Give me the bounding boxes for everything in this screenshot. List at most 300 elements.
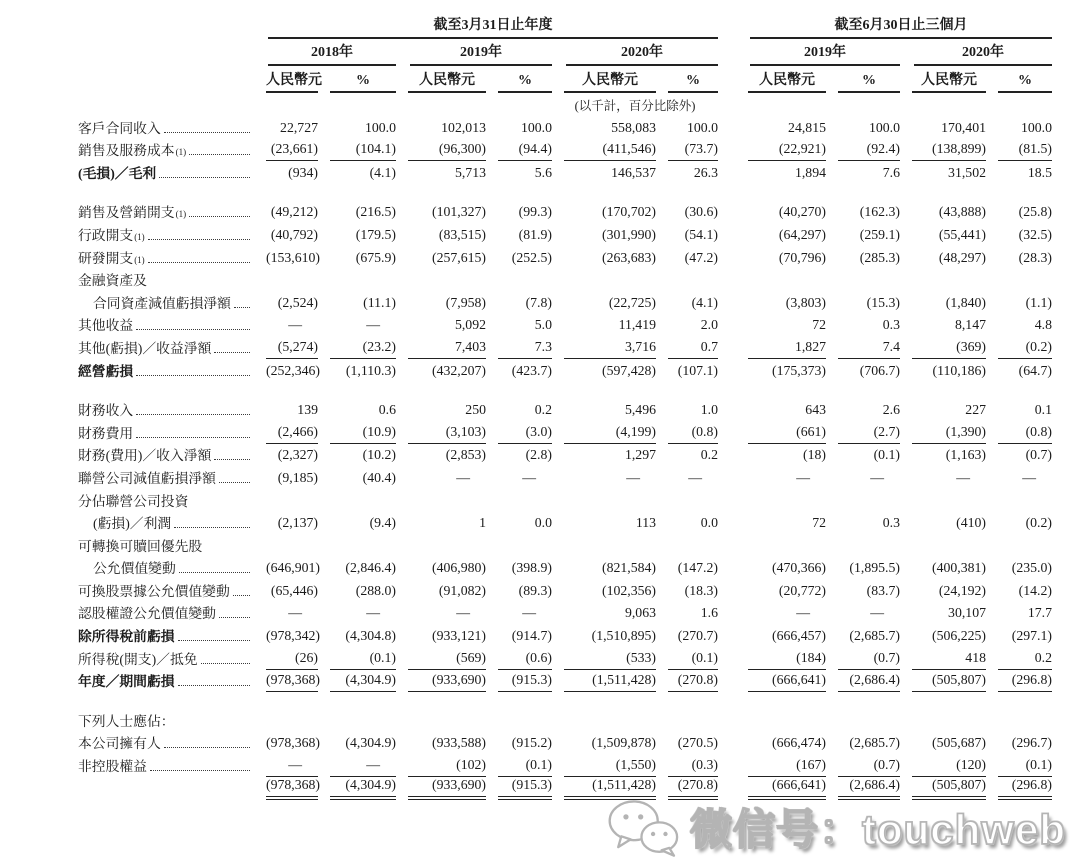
value-cell: 17.7	[1027, 605, 1052, 621]
value-cell: (5,274)	[266, 339, 318, 359]
value-cell: (40,792)	[270, 226, 318, 242]
value-cell: (2,137)	[277, 515, 318, 531]
period-group-quarterly: 截至6月30日止三個月	[750, 14, 1052, 39]
row-label-text: 研發開支	[78, 250, 134, 266]
row-label	[78, 732, 254, 754]
value-cell: (252,346)	[266, 362, 321, 378]
table-row	[78, 421, 1080, 444]
value-cell: (2,685.7)	[849, 628, 900, 644]
value-cell: 418	[912, 650, 986, 670]
value-cell: (0.1)	[668, 650, 718, 670]
value-cell: (285.3)	[859, 249, 900, 265]
value-cell: (11.1)	[363, 294, 396, 310]
table-row	[78, 161, 1080, 184]
value-cell: (675.9)	[355, 249, 396, 265]
dot-leader	[174, 527, 250, 528]
row-label	[78, 269, 254, 291]
dot-leader	[219, 617, 250, 618]
row-label-text: 財務費用	[78, 425, 134, 441]
value-cell: (0.3)	[668, 757, 718, 777]
table-row	[78, 754, 1080, 777]
row-gap	[78, 692, 1080, 709]
value-cell: 5.0	[534, 317, 552, 333]
currency-label: 人民幣元	[408, 69, 486, 93]
row-label-text: (毛損)／毛利	[78, 165, 157, 181]
year-label: 2020年	[566, 41, 718, 66]
value-cell: (4,304.8)	[345, 628, 396, 644]
table-row	[78, 732, 1080, 755]
value-cell: (934)	[288, 164, 318, 180]
value-cell: —	[522, 605, 536, 621]
value-cell: (1.1)	[1025, 294, 1052, 310]
table-row	[78, 116, 1080, 139]
value-cell: (94.4)	[498, 141, 552, 161]
header-note	[78, 93, 1080, 116]
value-cell: (216.5)	[355, 204, 396, 220]
value-cell: —	[870, 469, 884, 485]
value-cell: 250	[465, 402, 486, 418]
value-cell: —	[796, 605, 810, 621]
value-cell: —	[870, 605, 884, 621]
value-cell: 22,727	[280, 119, 318, 135]
value-cell: (138,899)	[912, 141, 986, 161]
value-cell: (2,853)	[445, 447, 486, 463]
value-cell: (102,356)	[601, 582, 656, 598]
year-label: 2019年	[410, 41, 552, 66]
table-row	[78, 201, 1080, 224]
dot-leader	[150, 770, 250, 771]
value-cell: (666,641)	[748, 777, 826, 800]
row-label	[78, 399, 254, 421]
dot-leader	[179, 572, 250, 573]
dot-leader	[201, 663, 250, 664]
value-cell: (4,304.9)	[330, 672, 396, 692]
table-row	[78, 777, 1080, 800]
value-cell: (2.7)	[838, 424, 900, 444]
value-cell: 2.6	[882, 402, 900, 418]
value-cell: —	[456, 469, 470, 485]
dot-leader	[164, 747, 250, 748]
row-label	[78, 580, 254, 602]
dot-leader	[189, 154, 250, 155]
value-cell: (470,366)	[771, 560, 826, 576]
value-cell: —	[288, 605, 302, 621]
value-cell: (0.8)	[668, 424, 718, 444]
value-cell: (0.1)	[330, 650, 396, 670]
value-cell: (65,446)	[270, 582, 318, 598]
percent-label: %	[668, 73, 718, 93]
value-cell: (933,690)	[408, 777, 486, 800]
value-cell: 100.0	[520, 119, 552, 135]
value-cell: —	[688, 469, 702, 485]
watermark	[604, 796, 1066, 858]
value-cell: (70,796)	[778, 249, 826, 265]
value-cell: (1,390)	[912, 424, 986, 444]
value-cell: (411,546)	[564, 141, 656, 161]
row-label-text: 本公司擁有人	[78, 736, 161, 752]
table-row	[78, 557, 1080, 580]
value-cell: (22,921)	[748, 141, 826, 161]
value-cell: —	[626, 469, 640, 485]
table-row	[78, 314, 1080, 337]
value-cell: 24,815	[788, 119, 826, 135]
value-cell: 3,716	[564, 339, 656, 359]
header-units	[78, 66, 1080, 93]
row-label-text: 金融資產及	[78, 273, 147, 289]
row-label: 銷售及服務成本 (1)	[78, 139, 254, 161]
value-cell: (102)	[408, 757, 486, 777]
value-cell: 170,401	[941, 119, 986, 135]
value-cell: (296.7)	[1011, 735, 1052, 751]
value-cell: (423.7)	[511, 362, 552, 378]
value-cell: 0.0	[700, 515, 718, 531]
dot-leader	[178, 640, 250, 641]
value-cell: (40,270)	[778, 204, 826, 220]
table-row	[78, 291, 1080, 314]
value-cell: (263,683)	[601, 249, 656, 265]
currency-label: 人民幣元	[266, 69, 318, 93]
value-cell: (915.3)	[498, 672, 552, 692]
row-label	[78, 444, 254, 466]
value-cell: (104.1)	[330, 141, 396, 161]
value-cell: (23,661)	[266, 141, 318, 161]
value-cell: (288.0)	[355, 582, 396, 598]
table-row	[78, 670, 1080, 693]
value-cell: 0.3	[882, 515, 900, 531]
value-cell: (1,110.3)	[345, 362, 396, 378]
value-cell: 0.0	[534, 515, 552, 531]
value-cell: 0.3	[882, 317, 900, 333]
value-cell: 7.4	[838, 339, 900, 359]
value-cell: (7.8)	[525, 294, 552, 310]
row-label	[78, 117, 254, 139]
watermark-text: 微信号：touchweb	[690, 806, 1066, 853]
value-cell: (73.7)	[668, 141, 718, 161]
value-cell: (933,588)	[431, 735, 486, 751]
value-cell: (184)	[748, 650, 826, 670]
value-cell: 0.2	[700, 447, 718, 463]
value-cell: 113	[635, 515, 656, 531]
table-row	[78, 444, 1080, 467]
value-cell: (83.7)	[866, 582, 900, 598]
value-cell: (167)	[748, 757, 826, 777]
value-cell: —	[796, 469, 810, 485]
value-cell: (933,690)	[408, 672, 486, 692]
table-row	[78, 709, 1080, 732]
row-label-text: 年度／期間虧損	[78, 674, 175, 690]
row-label-text: 聯營公司減值虧損淨額	[78, 470, 216, 486]
value-cell: (18)	[803, 447, 826, 463]
value-cell: (400,381)	[931, 560, 986, 576]
value-cell: (914.7)	[511, 628, 552, 644]
value-cell: (978,368)	[266, 672, 318, 692]
value-cell: 139	[297, 402, 318, 418]
value-cell: (22,725)	[608, 294, 656, 310]
value-cell: —	[456, 605, 470, 621]
financial-table	[78, 12, 1080, 800]
value-cell: (646,901)	[266, 560, 321, 576]
value-cell: (259.1)	[859, 226, 900, 242]
value-cell: (1,510,895)	[591, 628, 656, 644]
value-cell: (32.5)	[1018, 226, 1052, 242]
value-cell: 102,013	[441, 119, 486, 135]
value-cell: (666,474)	[771, 735, 826, 751]
table-row	[78, 223, 1080, 246]
value-cell: (296.8)	[998, 777, 1052, 800]
currency-label: 人民幣元	[748, 69, 826, 93]
value-cell: (110,186)	[932, 362, 986, 378]
value-cell: —	[522, 469, 536, 485]
value-cell: —	[288, 317, 302, 333]
row-label	[78, 422, 254, 444]
value-cell: (10.2)	[362, 447, 396, 463]
row-label-text: 合同資產減值虧損淨額	[93, 295, 231, 311]
value-cell: 7.6	[882, 164, 900, 180]
value-cell: (533)	[564, 650, 656, 670]
row-label	[78, 360, 254, 382]
value-cell: 146,537	[611, 164, 656, 180]
row-label	[78, 625, 254, 647]
value-cell: (1,511,428)	[564, 777, 656, 800]
row-label	[78, 292, 254, 314]
dot-leader	[233, 595, 250, 596]
value-cell: —	[366, 317, 380, 333]
value-cell: 30,107	[948, 605, 986, 621]
value-cell: (2,524)	[277, 294, 318, 310]
value-cell: (15.3)	[866, 294, 900, 310]
value-cell: 100.0	[1020, 119, 1052, 135]
year-label: 2020年	[914, 41, 1052, 66]
value-cell: (1,550)	[564, 757, 656, 777]
percent-label: %	[330, 73, 396, 93]
value-cell: 7.3	[498, 339, 552, 359]
value-cell: 8,147	[954, 317, 986, 333]
row-label-text: 財務收入	[78, 403, 134, 419]
value-cell: (1,509,878)	[591, 735, 656, 751]
value-cell: (25.8)	[1018, 204, 1052, 220]
value-cell: (55,441)	[938, 226, 986, 242]
value-cell: (18.3)	[684, 582, 718, 598]
row-label: 銷售及營銷開支 (1)	[78, 201, 254, 223]
value-cell: (597,428)	[601, 362, 656, 378]
value-cell: (175,373)	[771, 362, 826, 378]
row-label	[78, 162, 254, 184]
row-label	[78, 512, 254, 534]
dot-leader	[136, 414, 250, 415]
value-cell: (14.2)	[1018, 582, 1052, 598]
header-years	[78, 39, 1080, 66]
value-cell: (978,342)	[266, 628, 321, 644]
value-cell: (96,300)	[408, 141, 486, 161]
value-cell: (101,327)	[431, 204, 486, 220]
value-cell: (505,807)	[912, 672, 986, 692]
row-label: 行政開支 (1)	[78, 224, 254, 246]
value-cell: (81.5)	[998, 141, 1052, 161]
dot-leader	[159, 177, 250, 178]
row-label-text: 所得稅(開支)／抵免	[78, 651, 198, 667]
value-cell: (505,807)	[912, 777, 986, 800]
value-cell: (49,212)	[270, 204, 318, 220]
value-cell: (107.1)	[677, 362, 718, 378]
value-cell: 1.0	[700, 402, 718, 418]
dot-leader	[214, 352, 250, 353]
value-cell: (569)	[408, 650, 486, 670]
value-cell: (915.2)	[511, 735, 552, 751]
row-label-text: (虧損)／利潤	[93, 516, 172, 532]
value-cell: (2,686.4)	[838, 672, 900, 692]
value-cell: 9,063	[624, 605, 656, 621]
dot-leader	[148, 262, 250, 263]
value-cell: (92.4)	[838, 141, 900, 161]
row-label	[78, 670, 254, 692]
value-cell: —	[266, 757, 318, 777]
value-cell: (4,199)	[564, 424, 656, 444]
value-cell: (40.4)	[362, 469, 396, 485]
value-cell: (257,615)	[431, 249, 486, 265]
table-row	[78, 534, 1080, 557]
dot-leader	[164, 132, 250, 133]
table-row	[78, 489, 1080, 512]
value-cell: —	[366, 605, 380, 621]
value-cell: (661)	[748, 424, 826, 444]
value-cell: 100.0	[364, 119, 396, 135]
value-cell: (54.1)	[684, 226, 718, 242]
value-cell: (933,121)	[431, 628, 486, 644]
dot-leader	[178, 685, 250, 686]
value-cell: (270.8)	[668, 672, 718, 692]
value-cell: 0.2	[998, 650, 1052, 670]
value-cell: (1,511,428)	[564, 672, 656, 692]
value-cell: 643	[805, 402, 826, 418]
value-cell: (47.2)	[684, 249, 718, 265]
value-cell: (83,515)	[438, 226, 486, 242]
value-cell: 72	[812, 317, 826, 333]
value-cell: (297.1)	[1011, 628, 1052, 644]
value-cell: (9.4)	[369, 515, 396, 531]
value-cell: 1.6	[700, 605, 718, 621]
value-cell: 26.3	[693, 164, 718, 180]
value-cell: 0.7	[668, 339, 718, 359]
value-cell: (978,368)	[266, 777, 318, 800]
row-label-text: 認股權證公允價值變動	[78, 606, 216, 622]
value-cell: (235.0)	[1011, 560, 1052, 576]
row-label-text: 銷售及營銷開支	[78, 205, 175, 221]
row-label-text: 銷售及服務成本	[78, 143, 175, 159]
row-label	[78, 490, 254, 512]
row-label-text: 財務(費用)／收入淨額	[78, 448, 212, 464]
table-row	[78, 139, 1080, 162]
row-label	[78, 798, 254, 800]
row-label-text: 行政開支	[78, 227, 134, 243]
value-cell: 11,419	[618, 317, 656, 333]
value-cell: (4.1)	[691, 294, 718, 310]
value-cell: 31,502	[948, 164, 986, 180]
value-cell: (2,846.4)	[345, 560, 396, 576]
value-cell: (0.8)	[998, 424, 1052, 444]
percent-label: %	[838, 73, 900, 93]
value-cell: 1	[479, 515, 486, 531]
value-cell: (270.5)	[677, 735, 718, 751]
row-label-text: 分佔聯營公司投資	[78, 493, 189, 509]
value-cell: (9,185)	[277, 469, 318, 485]
year-label: 2019年	[750, 41, 900, 66]
value-cell: (0.2)	[1025, 515, 1052, 531]
value-cell: (270.7)	[677, 628, 718, 644]
value-cell: (3.0)	[498, 424, 552, 444]
row-label-text: 公允價值變動	[93, 561, 176, 577]
value-cell: (4.1)	[369, 164, 396, 180]
row-label-text: 其他收益	[78, 318, 134, 334]
value-cell: 7,403	[408, 339, 486, 359]
row-label-text: 下列人士應佔：	[78, 713, 175, 729]
value-cell: (0.1)	[498, 757, 552, 777]
value-cell: (410)	[956, 515, 986, 531]
currency-label: 人民幣元	[912, 69, 986, 93]
value-cell: (666,457)	[771, 628, 826, 644]
value-cell: (81.9)	[518, 226, 552, 242]
value-cell: 5,092	[454, 317, 486, 333]
row-label-text: 其他(虧損)／收益淨額	[78, 340, 212, 356]
value-cell: 1,297	[624, 447, 656, 463]
value-cell: (23.2)	[330, 339, 396, 359]
dot-leader	[214, 459, 250, 460]
value-cell: 1,894	[794, 164, 826, 180]
value-cell: (2.8)	[525, 447, 552, 463]
row-label	[78, 314, 254, 336]
period-group-annual: 截至3月31日止年度	[268, 14, 718, 39]
table-row	[78, 579, 1080, 602]
value-cell: (7,958)	[445, 294, 486, 310]
value-cell: (0.1)	[998, 757, 1052, 777]
value-cell: 4.8	[1034, 317, 1052, 333]
value-cell: 0.1	[1034, 402, 1052, 418]
header-period-groups	[78, 12, 1080, 39]
row-label: 研發開支 (1)	[78, 247, 254, 269]
row-label-text: 可換股票據公允價值變動	[78, 583, 230, 599]
value-cell: 2.0	[700, 317, 718, 333]
thousands-note: (以千計，百分比除外)	[574, 99, 696, 113]
row-label	[78, 467, 254, 489]
value-cell: (120)	[912, 757, 986, 777]
wechat-icon	[604, 796, 682, 858]
value-cell: 0.2	[534, 402, 552, 418]
value-cell: (28.3)	[1018, 249, 1052, 265]
value-cell: (978,368)	[266, 735, 321, 751]
value-cell: (915.3)	[498, 777, 552, 800]
value-cell: (99.3)	[518, 204, 552, 220]
dot-leader	[136, 437, 250, 438]
value-cell: (2,327)	[277, 447, 318, 463]
value-cell: —	[956, 469, 970, 485]
row-gap	[78, 184, 1080, 201]
value-cell: (64.7)	[1018, 362, 1052, 378]
table-row	[78, 602, 1080, 625]
value-cell: 558,083	[611, 119, 656, 135]
currency-label: 人民幣元	[564, 69, 656, 93]
row-label	[78, 602, 254, 624]
row-label-text: 除所得稅前虧損	[78, 629, 175, 645]
year-label: 2018年	[268, 41, 396, 66]
value-cell: (91,082)	[438, 582, 486, 598]
value-cell: 18.5	[1027, 164, 1052, 180]
percent-label: %	[998, 73, 1052, 93]
table-row	[78, 512, 1080, 535]
value-cell: (301,990)	[601, 226, 656, 242]
table-row	[78, 359, 1080, 382]
value-cell: (1,163)	[945, 447, 986, 463]
value-cell: —	[1022, 469, 1036, 485]
row-label	[78, 648, 254, 670]
